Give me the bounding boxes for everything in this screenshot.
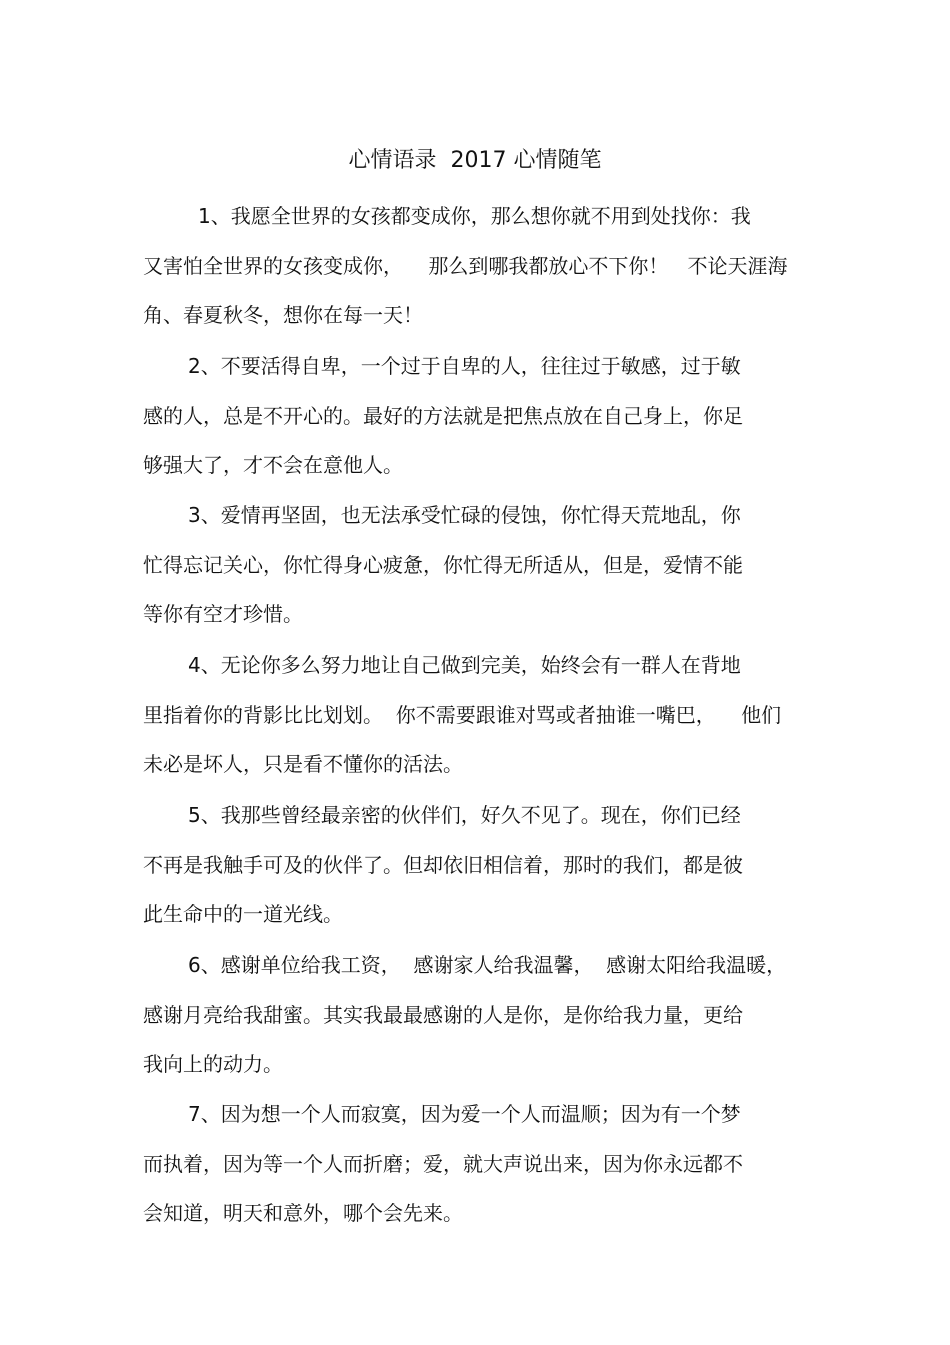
paragraph-line: 而执着，因为等一个人而折磨；爱，就大声说出来，因为你永远都不: [143, 1151, 743, 1176]
paragraph-line: 等你有空才珍惜。: [143, 602, 303, 626]
paragraph-1: [143, 201, 813, 350]
paragraph-7: [143, 1099, 813, 1248]
paragraph-line: 此生命中的一道光线。: [143, 902, 343, 926]
paragraph-line: 角、春夏秋冬，想你在每一天！: [143, 303, 423, 327]
paragraph-line: 我向上的动力。: [143, 1052, 283, 1076]
paragraph-2: [143, 351, 813, 500]
paragraph-line: 不再是我触手可及的伙伴了。但却依旧相信着，那时的我们，都是彼: [143, 852, 743, 877]
paragraph-line: 6、感谢单位给我工资， 感谢家人给我温馨， 感谢太阳给我温暖，: [188, 953, 787, 977]
paragraph-line: 4、无论你多么努力地让自己做到完美，始终会有一群人在背地: [188, 653, 741, 677]
paragraph-line: 7、因为想一个人而寂寞，因为爱一个人而温顺；因为有一个梦: [188, 1102, 741, 1126]
paragraph-3: [143, 500, 813, 649]
document-title: 心情语录 2017 心情随笔: [348, 148, 602, 173]
paragraph-6: [143, 950, 813, 1099]
paragraph-line: 2、不要活得自卑，一个过于自卑的人，往往过于敏感，过于敏: [188, 354, 741, 378]
paragraph-line: 会知道，明天和意外，哪个会先来。: [143, 1201, 463, 1225]
paragraph-line: 够强大了，才不会在意他人。: [143, 453, 403, 477]
paragraph-line: 里指着你的背影比比划划。 你不需要跟谁对骂或者抽谁一嘴巴， 他们: [143, 702, 782, 727]
paragraph-line: 感的人，总是不开心的。最好的方法就是把焦点放在自己身上，你足: [143, 403, 743, 428]
paragraph-line: 忙得忘记关心，你忙得身心疲惫，你忙得无所适从，但是，爱情不能: [143, 552, 743, 577]
paragraph-5: [143, 800, 813, 949]
paragraph-line: 1、我愿全世界的女孩都变成你，那么想你就不用到处找你：我: [198, 204, 751, 228]
paragraph-line: 未必是坏人，只是看不懂你的活法。: [143, 752, 463, 776]
paragraph-4: [143, 650, 813, 799]
paragraph-line: 3、爱情再坚固，也无法承受忙碌的侵蚀，你忙得天荒地乱，你: [188, 503, 741, 527]
paragraph-line: 5、我那些曾经最亲密的伙伴们，好久不见了。现在，你们已经: [188, 803, 741, 827]
paragraph-line: 感谢月亮给我甜蜜。其实我最最感谢的人是你，是你给我力量，更给: [143, 1002, 743, 1027]
paragraph-line: 又害怕全世界的女孩变成你， 那么到哪我都放心不下你！ 不论天涯海: [143, 253, 788, 278]
